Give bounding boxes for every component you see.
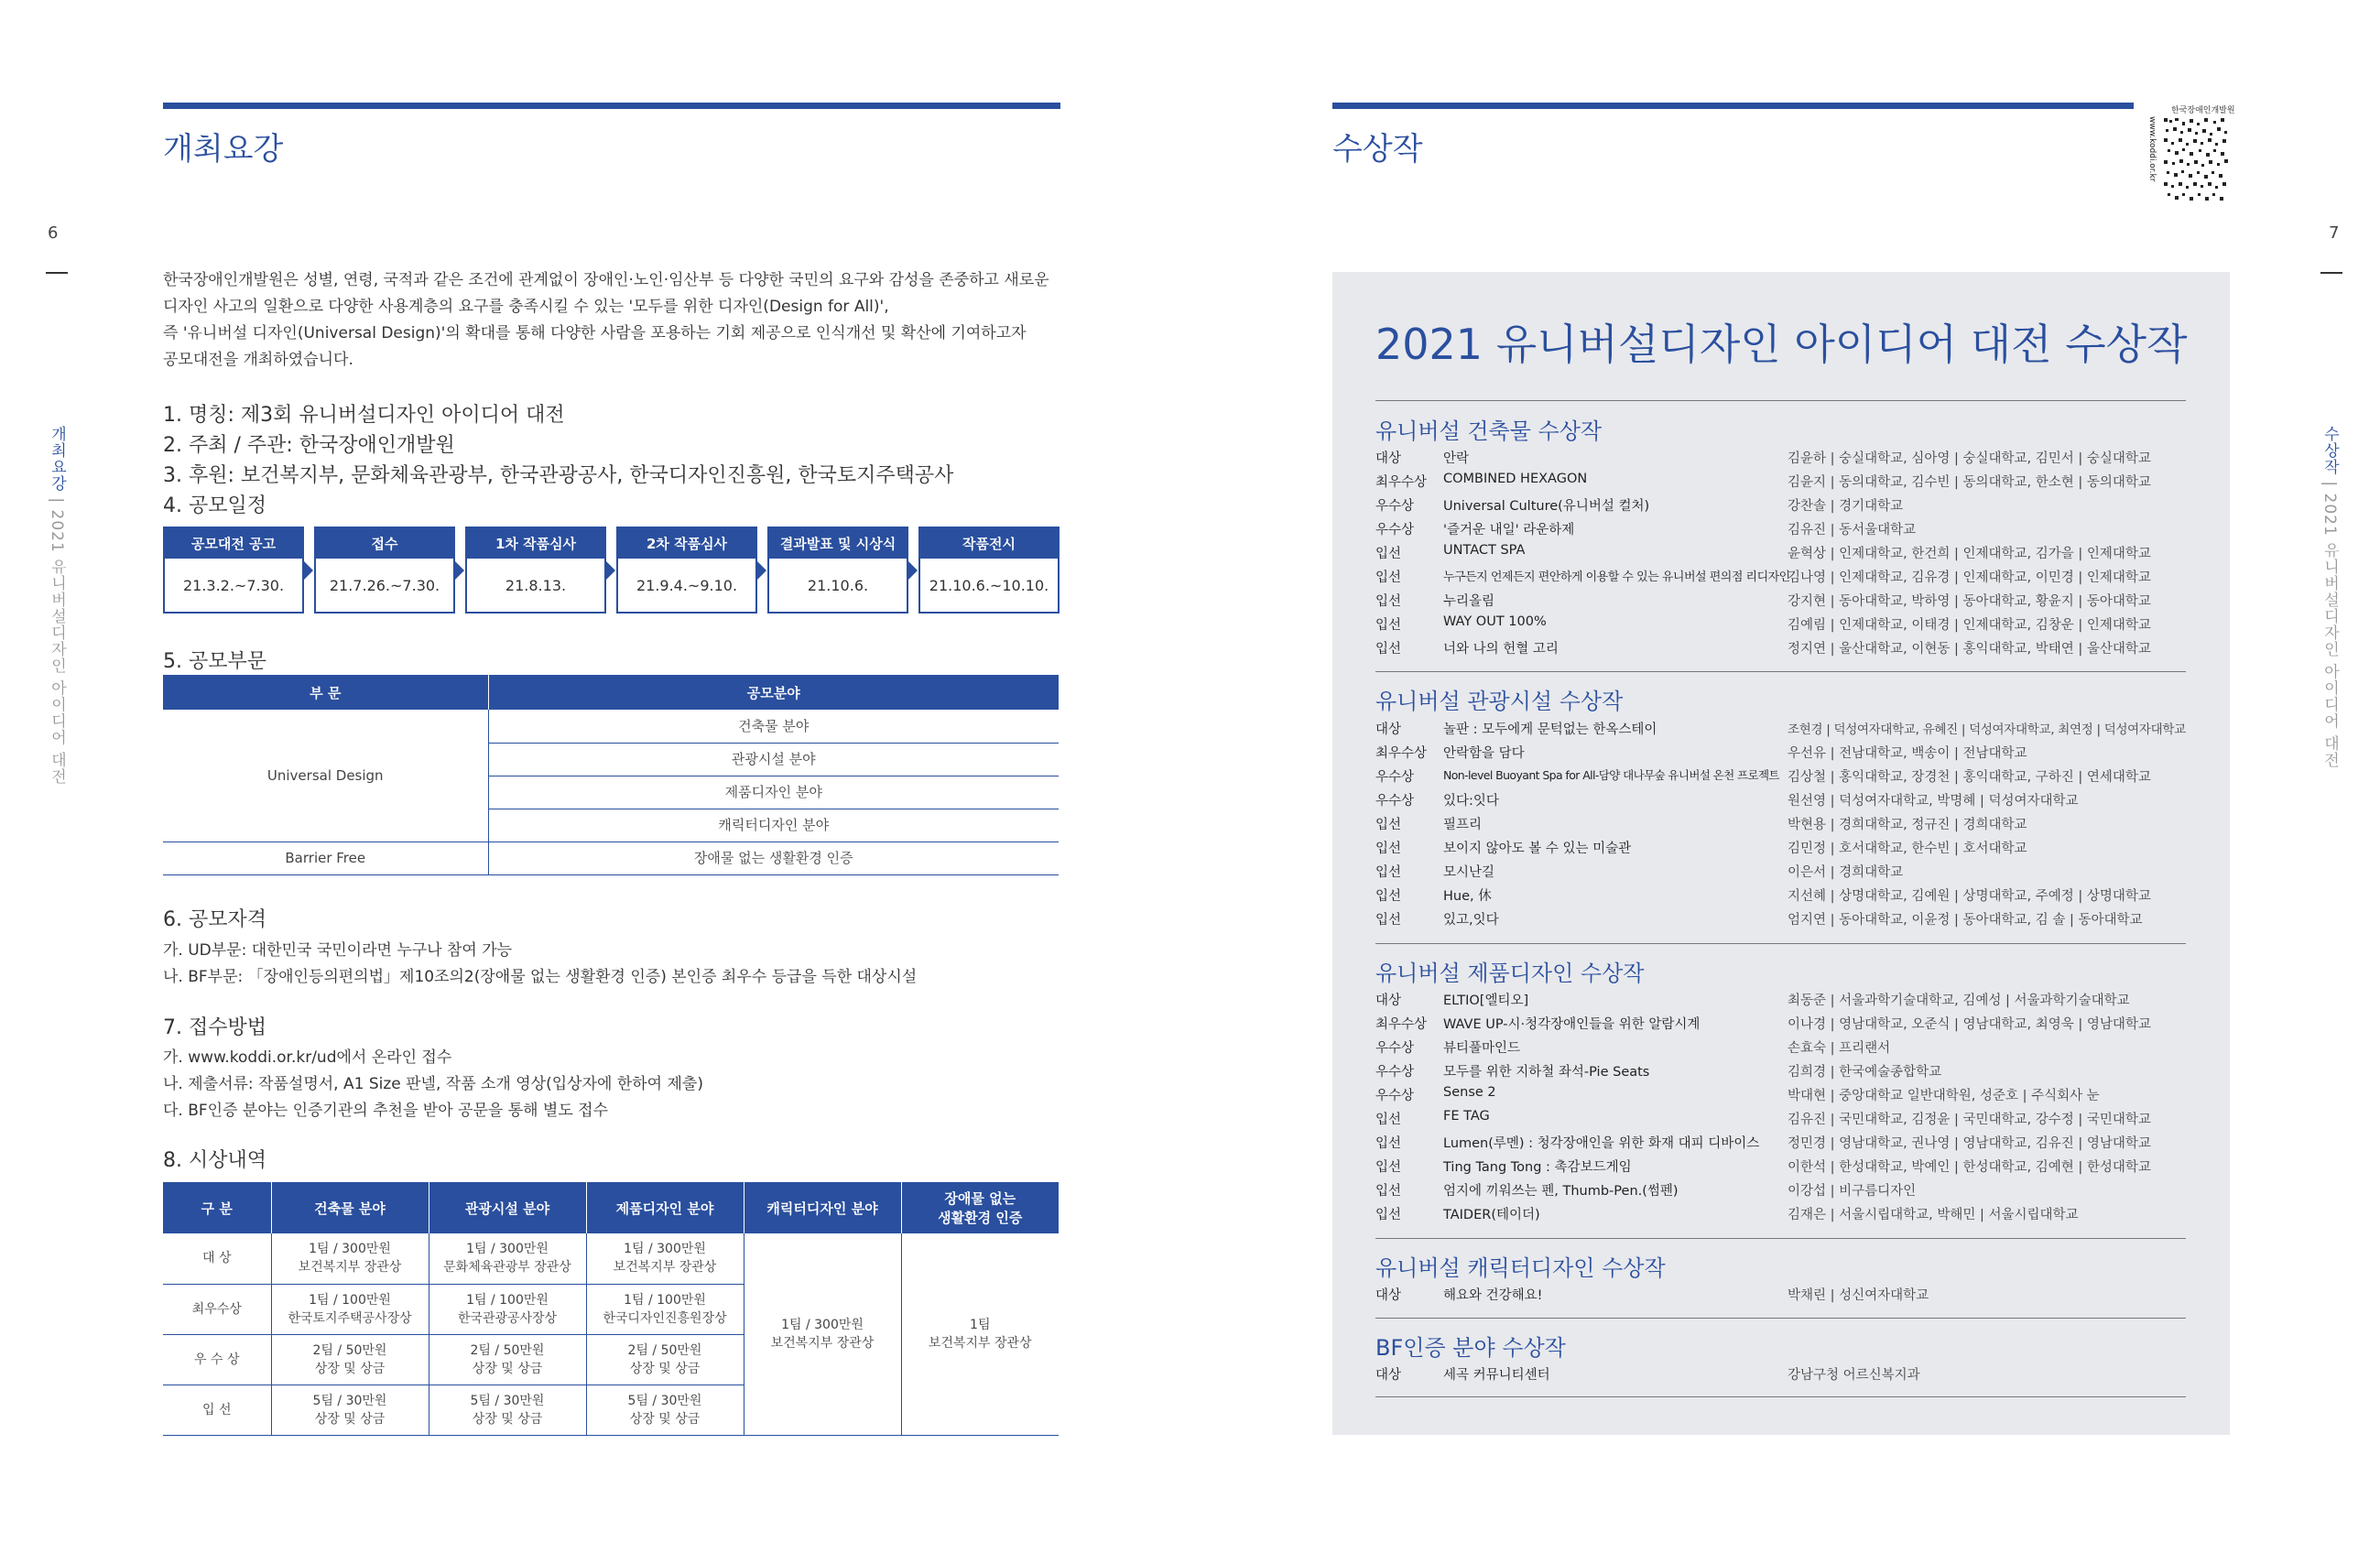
prize-cell-award: 상장 및 상금 <box>314 1361 386 1376</box>
award-winners: 강남구청 어르신복지과 <box>1788 1368 1920 1383</box>
schedule-step-label: 2차 작품심사 <box>618 528 755 559</box>
award-work: WAVE UP-시·청각장애인들을 위한 알람시계 <box>1443 1017 1701 1032</box>
prize-cell-award: 한국디자인진흥원장상 <box>603 1310 727 1326</box>
category-divider <box>1375 943 2186 944</box>
award-work: Sense 2 <box>1443 1085 1496 1100</box>
intro-line: 한국장애인개발원은 성별, 연령, 국적과 같은 조건에 관계없이 장애인·노인·임산부 등 다양한 국민의 요구와 감성을 존중하고 새로운 <box>163 271 1049 289</box>
award-rank: 우수상 <box>1375 499 1415 514</box>
right-side-label <box>2319 426 2342 768</box>
award-work: TAIDER(테이더) <box>1443 1208 1540 1222</box>
prize-cell <box>271 1385 429 1435</box>
award-rank: 우수상 <box>1375 1089 1415 1103</box>
left-section-title: 개최요강 <box>163 131 284 168</box>
award-rank: 입선 <box>1375 1184 1402 1199</box>
prize-header-bf <box>901 1182 1059 1233</box>
left-side-label-divider: | <box>48 497 66 510</box>
award-rank: 대상 <box>1375 1288 1402 1303</box>
schedule-step-label: 공모대전 공고 <box>165 528 302 559</box>
schedule-step <box>314 527 455 614</box>
award-work: 있고,잇다 <box>1443 913 1499 928</box>
schedule-step-label: 1차 작품심사 <box>467 528 604 559</box>
prize-cell-award: 보건복지부 장관상 <box>298 1260 402 1276</box>
award-rank: 대상 <box>1375 1368 1402 1383</box>
schedule-step-label: 결과발표 및 시상식 <box>769 528 907 559</box>
category-bf-name: Barrier Free <box>163 842 488 874</box>
award-row <box>1375 591 2190 614</box>
award-row <box>1375 638 2190 662</box>
award-winners: 지선혜 | 상명대학교, 김예원 | 상명대학교, 주예정 | 상명대학교 <box>1788 889 2151 904</box>
qr-pattern-icon <box>2164 118 2230 202</box>
right-page-number: 7 <box>2329 223 2340 243</box>
award-work: '즐거운 내일' 라운하제 <box>1443 523 1575 538</box>
award-rank: 최우수상 <box>1375 475 1428 490</box>
prize-cell <box>429 1334 586 1385</box>
award-rank: 입선 <box>1375 1136 1402 1151</box>
qr-code <box>2147 103 2235 204</box>
item-eligibility: 6. 공모자격 <box>163 908 266 931</box>
award-winners: 정민경 | 영남대학교, 권나영 | 영남대학교, 김유진 | 영남대학교 <box>1788 1136 2151 1151</box>
prize-header: 건축물 분야 <box>271 1182 429 1233</box>
award-rank: 대상 <box>1375 722 1402 737</box>
category-divider <box>1375 671 2186 672</box>
award-rank: 입선 <box>1375 913 1402 928</box>
prize-header: 제품디자인 분야 <box>586 1182 744 1233</box>
award-winners: 최동준 | 서울과학기술대학교, 김예성 | 서울과학기술대학교 <box>1788 994 2130 1008</box>
prize-cell <box>271 1334 429 1385</box>
award-rank: 우수상 <box>1375 1041 1415 1056</box>
award-work: 보이지 않아도 볼 수 있는 미술관 <box>1443 842 1632 856</box>
right-side-label-rest: 2021 유니버설디자인 아이디어 대전 <box>2320 493 2339 769</box>
left-side-label <box>46 426 69 785</box>
award-row <box>1375 1133 2190 1156</box>
award-row <box>1375 719 2190 743</box>
awards-divider <box>1375 400 2186 401</box>
submission-documents: 나. 제출서류: 작품설명서, A1 Size 판넬, 작품 소개 영상(입상자에 한하여 제출) <box>163 1075 703 1093</box>
award-winners: 박대현 | 중앙대학교 일반대학원, 성준호 | 주식회사 눈 <box>1788 1089 2100 1103</box>
item-category: 5. 공모부문 <box>163 650 266 673</box>
schedule-arrow-icon <box>455 561 464 580</box>
schedule-step-date: 21.3.2.~7.30. <box>182 576 285 594</box>
item-sponsor: 3. 후원: 보건복지부, 문화체육관광부, 한국관광공사, 한국디자인진흥원, 한국토지주택공사 <box>163 464 954 487</box>
award-winners: 손효숙 | 프리랜서 <box>1788 1041 1891 1056</box>
award-winners: 김유진 | 동서울대학교 <box>1788 523 1917 538</box>
prize-cell-amount: 1팀 / 100만원 <box>466 1292 549 1308</box>
award-row <box>1375 1156 2190 1180</box>
prize-cell-amount: 1팀 / 300만원 <box>466 1242 549 1257</box>
awards-title: 2021 유니버설디자인 아이디어 대전 수상작 <box>1375 320 2188 369</box>
schedule-arrow-icon <box>304 561 313 580</box>
award-rank: 최우수상 <box>1375 1017 1428 1032</box>
schedule-step-date: 21.7.26.~7.30. <box>329 576 440 594</box>
award-winners: 김예림 | 인제대학교, 이태경 | 인제대학교, 김창운 | 인제대학교 <box>1788 618 2151 633</box>
award-winners: 김유진 | 국민대학교, 김정윤 | 국민대학교, 강수정 | 국민대학교 <box>1788 1113 2151 1127</box>
award-work: Non-level Buoyant Spa for All-담양 대나무숲 유니버설 온천 프로젝트 <box>1443 768 1779 782</box>
award-row <box>1375 990 2190 1014</box>
award-work: 너와 나의 헌혈 고리 <box>1443 642 1559 657</box>
award-work: 엄지에 끼워쓰는 펜, Thumb-Pen.(썸펜) <box>1443 1184 1679 1199</box>
award-work: 모시난길 <box>1443 865 1495 880</box>
award-row <box>1375 519 2190 543</box>
right-side-label-divider: | <box>2320 481 2339 494</box>
item-host: 2. 주최 / 주관: 한국장애인개발원 <box>163 434 455 457</box>
award-row <box>1375 1109 2190 1133</box>
award-work: Ting Tang Tong : 촉감보드게임 <box>1443 1160 1632 1175</box>
left-page-tick <box>46 272 68 274</box>
award-row <box>1375 472 2190 495</box>
schedule-arrow-icon <box>908 561 918 580</box>
award-winners: 이한석 | 한성대학교, 박예인 | 한성대학교, 김예현 | 한성대학교 <box>1788 1160 2151 1175</box>
prize-cell-award: 문화체육관광부 장관상 <box>443 1260 571 1276</box>
award-winners: 윤혁상 | 인제대학교, 한건희 | 인제대학교, 김가을 | 인제대학교 <box>1788 547 2151 561</box>
schedule-step-date: 21.8.13. <box>505 576 567 594</box>
award-work: 세곡 커뮤니티센터 <box>1443 1368 1550 1383</box>
schedule-step-date: 21.10.6.~10.10. <box>929 576 1049 594</box>
prize-cell-amount: 1팀 / 300만원 <box>624 1242 706 1257</box>
prize-cell <box>271 1233 429 1284</box>
schedule-arrow-icon <box>606 561 615 580</box>
prize-cell-amount: 5팀 / 30만원 <box>312 1393 387 1408</box>
prize-cell-amount: 2팀 / 50만원 <box>312 1342 387 1358</box>
award-rank: 입선 <box>1375 642 1402 657</box>
prize-cell-award: 보건복지부 장관상 <box>928 1335 1032 1351</box>
award-row <box>1375 614 2190 638</box>
prize-cell-amount: 1팀 / 300만원 <box>781 1317 864 1332</box>
award-row <box>1375 567 2190 591</box>
schedule-step-date: 21.9.4.~9.10. <box>636 576 738 594</box>
award-row <box>1375 1180 2190 1204</box>
right-title-rule <box>1332 103 2134 109</box>
schedule-arrow-icon <box>757 561 766 580</box>
award-work: 모두를 위한 지하철 좌석-Pie Seats <box>1443 1065 1650 1080</box>
prize-cell <box>429 1233 586 1284</box>
prize-row-name: 최우수상 <box>163 1284 271 1334</box>
award-winners: 정지연 | 울산대학교, 이현동 | 홍익대학교, 박태연 | 울산대학교 <box>1788 642 2151 657</box>
award-winners: 김희경 | 한국예술종합학교 <box>1788 1065 1942 1080</box>
award-winners: 강찬솔 | 경기대학교 <box>1788 499 1904 514</box>
award-winners: 김재은 | 서울시립대학교, 박해민 | 서울시립대학교 <box>1788 1208 2079 1222</box>
award-winners: 우선유 | 전남대학교, 백송이 | 전남대학교 <box>1788 746 2027 761</box>
award-rank: 입선 <box>1375 570 1402 585</box>
schedule-step <box>616 527 757 614</box>
award-row <box>1375 1204 2190 1228</box>
category-field: 관광시설 분야 <box>488 743 1059 776</box>
prize-header: 구 분 <box>163 1182 271 1233</box>
prize-header: 관광시설 분야 <box>429 1182 586 1233</box>
award-winners: 김윤지 | 동의대학교, 김수빈 | 동의대학교, 한소현 | 동의대학교 <box>1788 475 2151 490</box>
prize-cell-amount: 5팀 / 30만원 <box>627 1393 702 1408</box>
award-rank: 대상 <box>1375 994 1402 1008</box>
award-rank: 입선 <box>1375 594 1402 609</box>
award-row <box>1375 838 2190 862</box>
category-table <box>163 675 1059 875</box>
prize-header-bf-line: 장애물 없는 <box>944 1190 1016 1207</box>
award-row <box>1375 1364 2190 1388</box>
schedule-flow <box>163 527 1059 614</box>
award-winners: 김윤하 | 숭실대학교, 심아영 | 숭실대학교, 김민서 | 숭실대학교 <box>1788 451 2151 466</box>
award-row <box>1375 1061 2190 1085</box>
item-prizes: 8. 시상내역 <box>163 1149 266 1172</box>
award-rank: 입선 <box>1375 1160 1402 1175</box>
award-row <box>1375 862 2190 885</box>
award-work: 놀판 : 모두에게 문턱없는 한옥스테이 <box>1443 722 1657 737</box>
award-winners: 조현경 | 덕성여자대학교, 유혜진 | 덕성여자대학교, 최연정 | 덕성여자대학교 <box>1788 722 2186 737</box>
award-rank: 우수상 <box>1375 1065 1415 1080</box>
award-rank: 입선 <box>1375 889 1402 904</box>
award-rank: 우수상 <box>1375 770 1415 785</box>
award-work: FE TAG <box>1443 1109 1490 1124</box>
award-work: Hue, 休 <box>1443 889 1492 904</box>
prize-cell <box>586 1385 744 1435</box>
award-rank: 최우수상 <box>1375 746 1428 761</box>
prize-cell <box>429 1385 586 1435</box>
qr-brand-text: 한국장애인개발원 <box>2171 106 2235 115</box>
award-work: UNTACT SPA <box>1443 543 1526 558</box>
prize-cell <box>586 1284 744 1334</box>
intro-line: 즉 '유니버설 디자인(Universal Design)'의 확대를 통해 다양한 사람을 포용하는 기회 제공으로 인식개선 및 확산에 기여하고자 <box>163 324 1027 342</box>
prize-header: 캐릭터디자인 분야 <box>744 1182 901 1233</box>
right-page-tick <box>2320 272 2342 274</box>
category-header-field: 공모분야 <box>488 675 1059 710</box>
award-row <box>1375 1285 2190 1309</box>
prize-row-name: 대 상 <box>163 1233 271 1284</box>
schedule-step <box>918 527 1060 614</box>
award-rank: 우수상 <box>1375 523 1415 538</box>
award-winners: 김상철 | 홍익대학교, 장경천 | 홍익대학교, 구하진 | 연세대학교 <box>1788 770 2151 785</box>
prize-row-name: 입 선 <box>163 1385 271 1435</box>
category-title-product: 유니버설 제품디자인 수상작 <box>1375 961 1645 986</box>
schedule-step-date: 21.10.6. <box>807 576 869 594</box>
prize-cell-award: 상장 및 상금 <box>314 1411 386 1427</box>
award-winners: 이은서 | 경희대학교 <box>1788 865 1904 880</box>
award-rank: 우수상 <box>1375 794 1415 809</box>
award-work: 누리올림 <box>1443 594 1495 609</box>
intro-line: 디자인 사고의 일환으로 다양한 사용계층의 요구를 충족시킬 수 있는 '모두를 위한 디자인(Design for All)', <box>163 298 889 316</box>
award-rank: 입선 <box>1375 818 1402 832</box>
left-page-number: 6 <box>48 223 59 243</box>
award-work: Universal Culture(유니버설 컬처) <box>1443 499 1650 514</box>
right-side-label-highlight: 수상작 <box>2320 426 2339 475</box>
award-row <box>1375 1085 2190 1109</box>
schedule-step <box>465 527 606 614</box>
category-header-division: 부 문 <box>163 675 488 710</box>
award-work: Lumen(루멘) : 청각장애인을 위한 화재 대피 디바이스 <box>1443 1136 1760 1151</box>
prize-cell-award: 상장 및 상금 <box>629 1411 701 1427</box>
award-work: 필프리 <box>1443 818 1483 832</box>
category-title-bf: BF인증 분야 수상작 <box>1375 1335 1566 1361</box>
award-winners: 엄지연 | 동아대학교, 이윤정 | 동아대학교, 김 솔 | 동아대학교 <box>1788 913 2143 928</box>
award-row <box>1375 766 2190 790</box>
intro-paragraph <box>163 267 1060 374</box>
prize-cell-award: 보건복지부 장관상 <box>613 1260 717 1276</box>
prize-row-name: 우 수 상 <box>163 1334 271 1385</box>
award-winners: 이나경 | 영남대학교, 오준식 | 영남대학교, 최영욱 | 영남대학교 <box>1788 1017 2151 1032</box>
prize-cell <box>586 1334 744 1385</box>
item-submission: 7. 접수방법 <box>163 1016 266 1039</box>
award-work: WAY OUT 100% <box>1443 614 1547 629</box>
award-row <box>1375 909 2190 933</box>
submission-online: 가. www.koddi.or.kr/ud에서 온라인 접수 <box>163 1048 452 1067</box>
qr-url-text: www.koddi.or.kr <box>2147 116 2157 182</box>
category-field: 장애물 없는 생활환경 인증 <box>488 842 1059 874</box>
intro-line: 공모대전을 개최하였습니다. <box>163 351 353 369</box>
award-row <box>1375 743 2190 766</box>
eligibility-ud: 가. UD부문: 대한민국 국민이라면 누구나 참여 가능 <box>163 941 513 960</box>
prize-cell <box>271 1284 429 1334</box>
prize-cell-amount: 1팀 <box>970 1317 991 1332</box>
prize-cell-award: 한국토지주택공사장상 <box>288 1310 412 1326</box>
award-row <box>1375 448 2190 472</box>
prize-cell-amount: 1팀 / 100만원 <box>624 1292 706 1308</box>
item-schedule: 4. 공모일정 <box>163 494 266 517</box>
award-row <box>1375 1037 2190 1061</box>
prize-cell-character <box>744 1233 901 1435</box>
award-rank: 대상 <box>1375 451 1402 466</box>
award-winners: 김나영 | 인제대학교, 김유경 | 인제대학교, 이민경 | 인제대학교 <box>1788 570 2151 585</box>
prize-cell-award: 한국관광공사장상 <box>457 1310 558 1326</box>
award-winners: 이강섭 | 비구름디자인 <box>1788 1184 1917 1199</box>
category-title-character: 유니버설 캐릭터디자인 수상작 <box>1375 1255 1666 1281</box>
award-work: ELTIO[엘티오] <box>1443 994 1529 1008</box>
award-winners: 강지현 | 동아대학교, 박하영 | 동아대학교, 황윤지 | 동아대학교 <box>1788 594 2151 609</box>
award-work: 누구든지 언제든지 편안하게 이용할 수 있는 유니버설 편의점 리디자인 <box>1443 570 1790 584</box>
prize-cell-amount: 2팀 / 50만원 <box>470 1342 545 1358</box>
award-winners: 김민정 | 호서대학교, 한수빈 | 호서대학교 <box>1788 842 2027 856</box>
category-divider <box>1375 1396 2186 1397</box>
award-rank: 입선 <box>1375 1208 1402 1222</box>
award-winners: 박현용 | 경희대학교, 정규진 | 경희대학교 <box>1788 818 2027 832</box>
prize-header-bf-line: 생활환경 인증 <box>938 1210 1023 1226</box>
prize-cell-bf <box>901 1233 1059 1435</box>
prize-cell-award: 상장 및 상금 <box>629 1361 701 1376</box>
award-row <box>1375 543 2190 567</box>
left-side-label-rest: 2021 유니버설디자인 아이디어 대전 <box>48 509 66 786</box>
category-field: 건축물 분야 <box>488 710 1059 743</box>
prize-cell-amount: 5팀 / 30만원 <box>470 1393 545 1408</box>
award-work: 안락함을 담다 <box>1443 746 1525 761</box>
schedule-step-label: 작품전시 <box>920 528 1058 559</box>
left-side-label-highlight: 개최요강 <box>48 426 66 492</box>
prize-table <box>163 1182 1059 1436</box>
award-winners: 원선영 | 덕성여자대학교, 박명혜 | 덕성여자대학교 <box>1788 794 2079 809</box>
prize-cell <box>429 1284 586 1334</box>
category-field: 제품디자인 분야 <box>488 776 1059 809</box>
award-work: COMBINED HEXAGON <box>1443 472 1588 486</box>
award-rank: 입선 <box>1375 865 1402 880</box>
award-row <box>1375 495 2190 519</box>
item-name: 1. 명칭: 제3회 유니버설디자인 아이디어 대전 <box>163 404 565 427</box>
category-ud-name: Universal Design <box>163 710 488 842</box>
left-title-rule <box>163 103 1060 109</box>
prize-cell-award: 보건복지부 장관상 <box>770 1335 875 1351</box>
prize-cell <box>586 1233 744 1284</box>
prize-cell-amount: 1팀 / 300만원 <box>309 1242 391 1257</box>
schedule-step <box>767 527 908 614</box>
submission-bf: 다. BF인증 분야는 인증기관의 추천을 받아 공문을 통해 별도 접수 <box>163 1102 609 1120</box>
award-row <box>1375 814 2190 838</box>
schedule-step <box>163 527 304 614</box>
category-field: 캐릭터디자인 분야 <box>488 809 1059 842</box>
award-row <box>1375 1014 2190 1037</box>
award-work: 있다:잇다 <box>1443 794 1499 809</box>
prize-cell-award: 상장 및 상금 <box>472 1411 543 1427</box>
award-work: 뷰티풀마인드 <box>1443 1041 1521 1056</box>
award-work: 안락 <box>1443 451 1470 466</box>
eligibility-bf: 나. BF부문: 「장애인등의편의법」제10조의2(장애물 없는 생활환경 인증) 본인증 최우수 등급을 득한 대상시설 <box>163 968 918 986</box>
category-title-architecture: 유니버설 건축물 수상작 <box>1375 418 1603 444</box>
award-rank: 입선 <box>1375 618 1402 633</box>
award-row <box>1375 885 2190 909</box>
category-title-tourism: 유니버설 관광시설 수상작 <box>1375 689 1624 714</box>
prize-cell-amount: 2팀 / 50만원 <box>627 1342 702 1358</box>
award-winners: 박채린 | 성신여자대학교 <box>1788 1288 1929 1303</box>
category-divider <box>1375 1238 2186 1239</box>
award-rank: 입선 <box>1375 1113 1402 1127</box>
award-row <box>1375 790 2190 814</box>
award-rank: 입선 <box>1375 842 1402 856</box>
right-section-title: 수상작 <box>1332 131 1423 168</box>
schedule-step-label: 접수 <box>316 528 453 559</box>
award-work: 해요와 건강해요! <box>1443 1288 1543 1303</box>
category-divider <box>1375 1318 2186 1319</box>
award-rank: 입선 <box>1375 547 1402 561</box>
prize-cell-amount: 1팀 / 100만원 <box>309 1292 391 1308</box>
prize-cell-award: 상장 및 상금 <box>472 1361 543 1376</box>
